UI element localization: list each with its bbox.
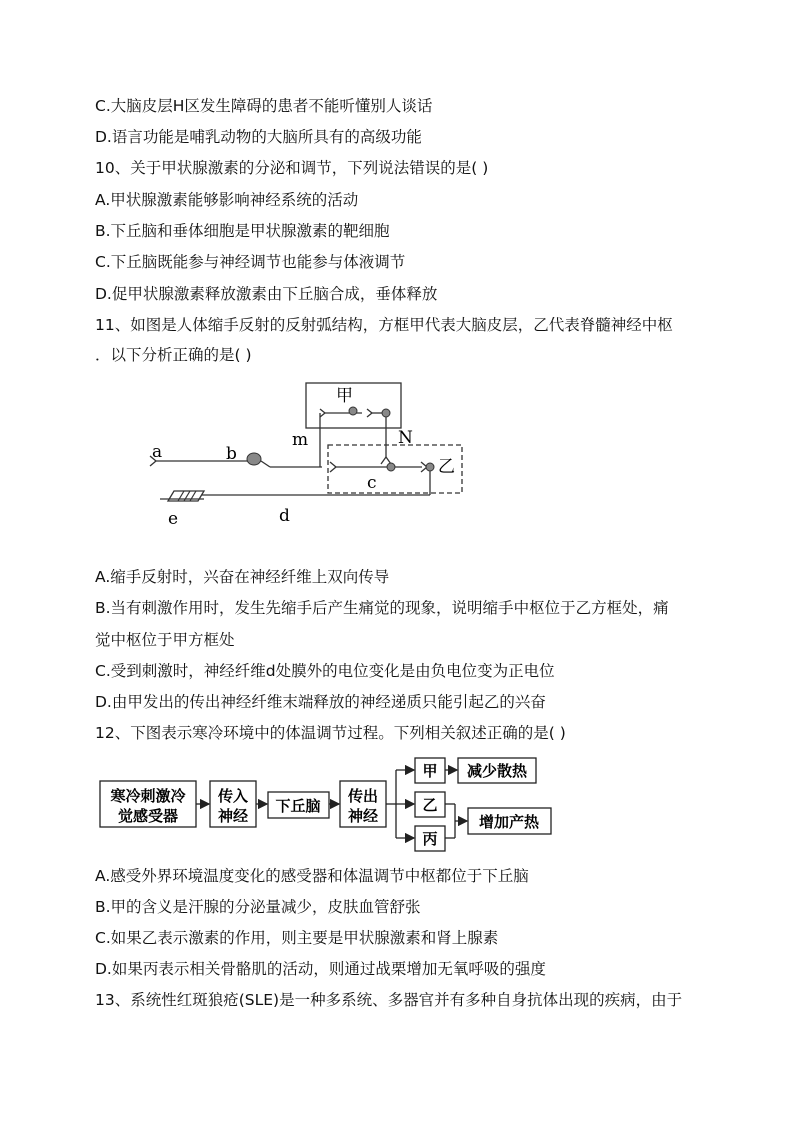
label-a: a xyxy=(152,442,163,462)
option-c-q12: C.如果乙表示激素的作用，则主要是甲状腺激素和肾上腺素 xyxy=(95,929,499,947)
option-a-q12: A.感受外界环境温度变化的感受器和体温调节中枢都位于下丘脑 xyxy=(95,867,529,885)
label-d: d xyxy=(279,506,290,526)
label-yi: 乙 xyxy=(438,457,455,477)
svg-text:减少散热: 减少散热 xyxy=(466,762,528,780)
option-b-q12: B.甲的含义是汗腺的分泌量减少，皮肤血管舒张 xyxy=(95,898,421,916)
question-12: 12、下图表示寒冷环境中的体温调节过程。下列相关叙述正确的是( ) xyxy=(95,724,566,742)
option-c-q9: C.大脑皮层H区发生障碍的患者不能听懂别人谈话 xyxy=(95,97,433,115)
label-jia: 甲 xyxy=(336,386,353,406)
svg-text:觉感受器: 觉感受器 xyxy=(117,807,179,825)
option-a-q11: A.缩手反射时，兴奋在神经纤维上双向传导 xyxy=(95,568,390,586)
svg-text:丙: 丙 xyxy=(422,830,438,848)
thermoregulation-flowchart xyxy=(98,755,558,855)
option-b-q11: B.当有刺激作用时，发生先缩手后产生痛觉的现象，说明缩手中枢位于乙方框处，痛 xyxy=(95,599,669,617)
option-b-q11-cont: 觉中枢位于甲方框处 xyxy=(95,631,235,649)
svg-text:传入: 传入 xyxy=(217,787,249,805)
label-e: e xyxy=(168,509,179,529)
option-c-q10: C.下丘脑既能参与神经调节也能参与体液调节 xyxy=(95,253,406,271)
option-d-q10: D.促甲状腺激素释放激素由下丘脑合成，垂体释放 xyxy=(95,285,438,303)
label-c: c xyxy=(367,473,377,493)
svg-text:甲: 甲 xyxy=(422,762,438,780)
svg-text:神经: 神经 xyxy=(347,807,379,825)
label-b: b xyxy=(226,444,237,464)
svg-text:增加产热: 增加产热 xyxy=(478,813,540,831)
question-13: 13、系统性红斑狼疮(SLE)是一种多系统、多器官并有多种自身抗体出现的疾病，由于 xyxy=(95,991,683,1009)
question-10: 10、关于甲状腺激素的分泌和调节，下列说法错误的是( ) xyxy=(95,159,489,177)
option-d-q9: D.语言功能是哺乳动物的大脑所具有的高级功能 xyxy=(95,128,422,146)
option-d-q12: D.如果丙表示相关骨骼肌的活动，则通过战栗增加无氧呼吸的强度 xyxy=(95,960,546,978)
svg-text:下丘脑: 下丘脑 xyxy=(275,797,321,815)
svg-text:乙: 乙 xyxy=(422,796,438,814)
label-n: N xyxy=(398,428,413,448)
option-a-q10: A.甲状腺激素能够影响神经系统的活动 xyxy=(95,191,359,209)
option-d-q11: D.由甲发出的传出神经纤维末端释放的神经递质只能引起乙的兴奋 xyxy=(95,693,546,711)
question-11: 11、如图是人体缩手反射的反射弧结构，方框甲代表大脑皮层，乙代表脊髓神经中枢 xyxy=(95,316,673,334)
label-m: m xyxy=(292,430,309,450)
svg-text:寒冷刺激冷: 寒冷刺激冷 xyxy=(110,787,186,805)
question-11-cont: ．以下分析正确的是( ) xyxy=(95,346,252,364)
option-c-q11: C.受到刺激时，神经纤维d处膜外的电位变化是由负电位变为正电位 xyxy=(95,662,555,680)
reflex-arc-diagram xyxy=(140,375,480,535)
svg-text:传出: 传出 xyxy=(347,787,379,805)
svg-text:神经: 神经 xyxy=(217,807,249,825)
option-b-q10: B.下丘脑和垂体细胞是甲状腺激素的靶细胞 xyxy=(95,222,390,240)
